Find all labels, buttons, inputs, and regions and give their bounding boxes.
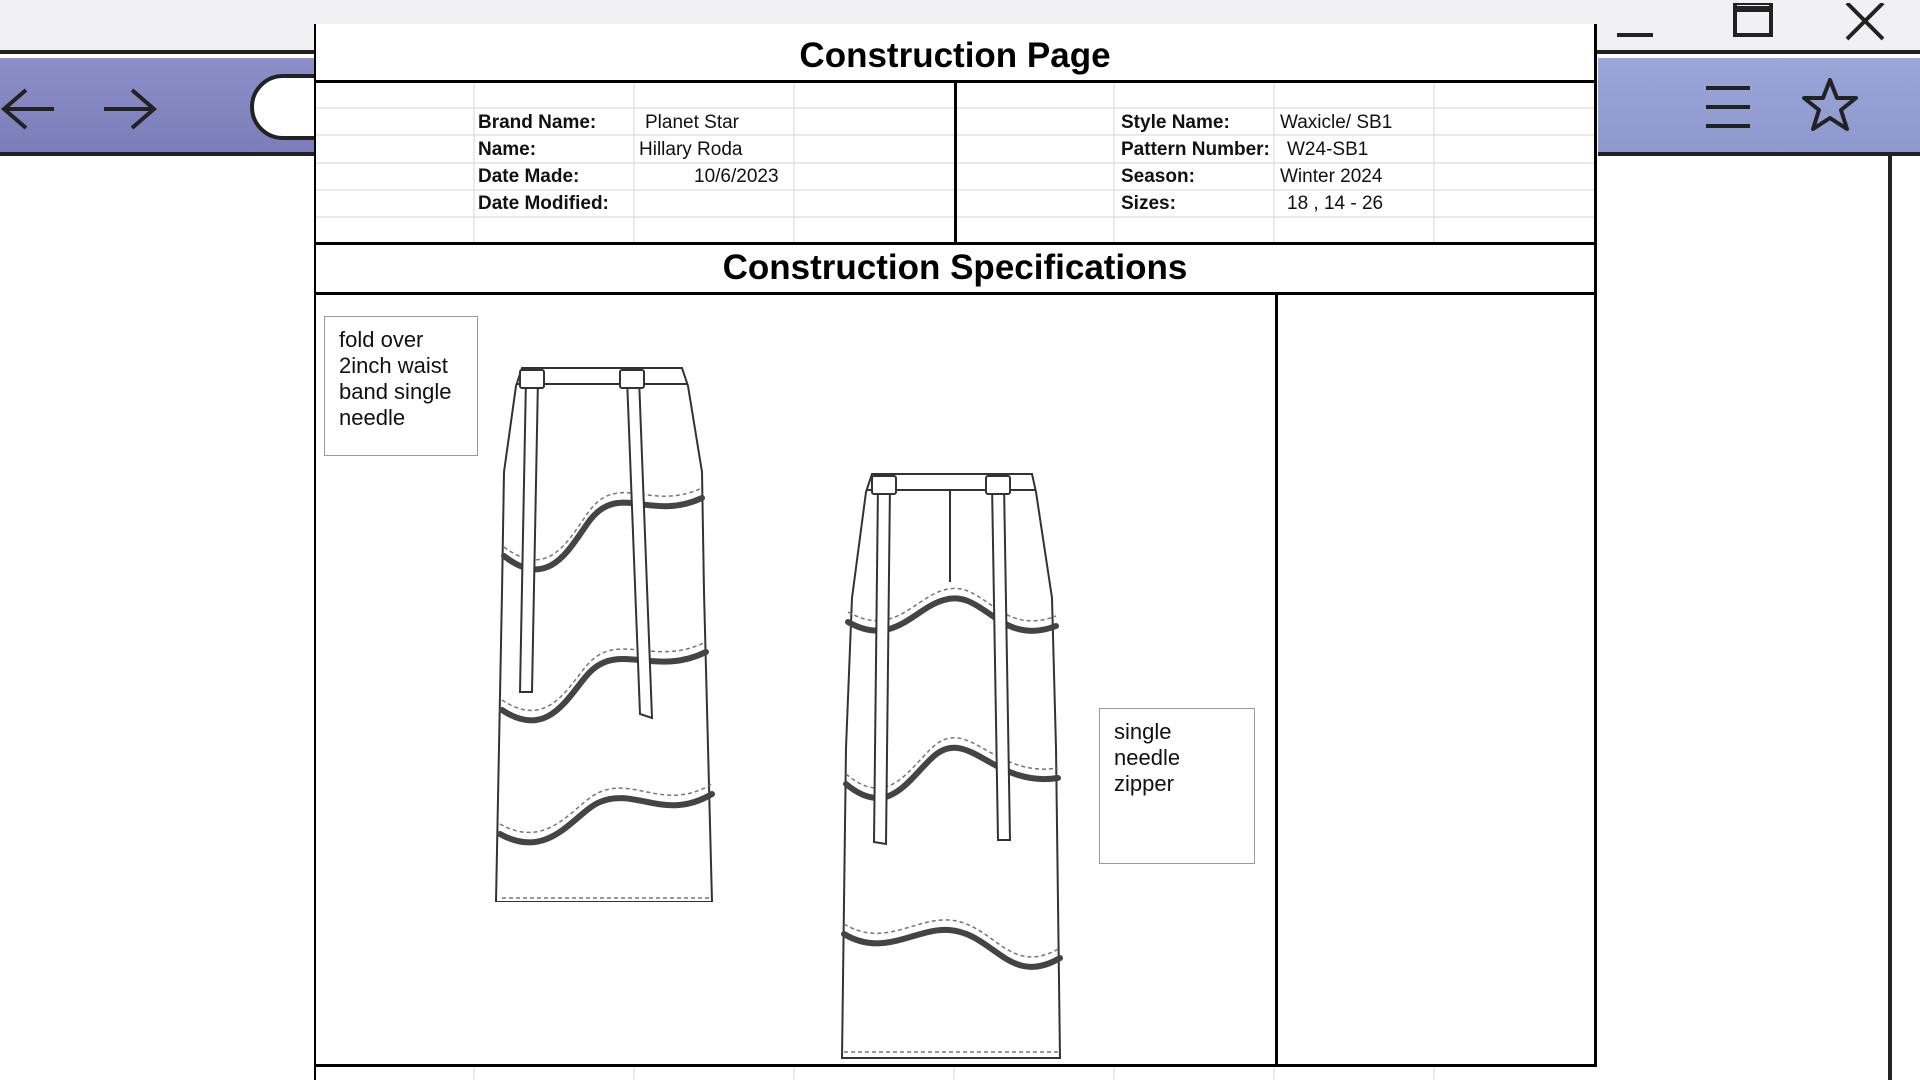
arrow-right-icon <box>100 84 160 134</box>
pattern-number-value[interactable]: W24-SB1 <box>1287 139 1369 160</box>
date-made-value[interactable]: 10/6/2023 <box>694 166 779 187</box>
date-modified-label: Date Modified: <box>478 193 609 214</box>
style-name-label: Style Name: <box>1121 112 1230 133</box>
background-nav-bar-right <box>1598 58 1920 156</box>
season-value[interactable]: Winter 2024 <box>1280 166 1383 187</box>
hamburger-menu-icon <box>1700 82 1756 132</box>
name-value[interactable]: Hillary Roda <box>639 139 743 160</box>
spec-header-border <box>314 292 1596 295</box>
close-icon <box>1843 3 1887 43</box>
pattern-number-label: Pattern Number: <box>1121 139 1270 160</box>
note-waistband[interactable]: fold over 2inch waist band single needle <box>324 316 478 456</box>
brand-name-value[interactable]: Planet Star <box>645 112 739 133</box>
style-name-value[interactable]: Waxicle/ SB1 <box>1280 112 1393 133</box>
back-button[interactable] <box>0 84 60 134</box>
sizes-value[interactable]: 18 , 14 - 26 <box>1287 193 1384 214</box>
maximize-button[interactable] <box>1718 0 1788 46</box>
sizes-label: Sizes: <box>1121 193 1176 214</box>
info-center-divider <box>954 82 957 244</box>
spec-side-divider <box>1275 294 1278 1066</box>
menu-button[interactable] <box>1700 82 1756 132</box>
construction-sheet <box>314 24 1596 1080</box>
arrow-left-icon <box>0 84 60 134</box>
sheet-right-border <box>1594 24 1597 1067</box>
name-label: Name: <box>478 139 537 160</box>
note-zipper[interactable]: single needle zipper <box>1099 708 1255 864</box>
date-made-label: Date Made: <box>478 166 580 187</box>
forward-button[interactable] <box>100 84 160 134</box>
skirt-front-sketch <box>490 342 730 902</box>
maximize-icon <box>1731 3 1775 43</box>
sheet-left-border <box>314 24 316 1080</box>
page-title: Construction Page <box>799 36 1111 75</box>
season-label: Season: <box>1121 166 1195 187</box>
brand-name-label: Brand Name: <box>478 112 597 133</box>
minimize-button[interactable] <box>1600 0 1670 46</box>
background-window-edge <box>1888 156 1892 1080</box>
skirt-back-sketch <box>834 448 1074 1068</box>
close-button[interactable] <box>1830 0 1900 46</box>
minimize-icon <box>1613 3 1657 43</box>
bookmark-button[interactable] <box>1800 76 1860 136</box>
star-icon <box>1800 76 1860 136</box>
section-title: Construction Specifications <box>722 248 1188 287</box>
